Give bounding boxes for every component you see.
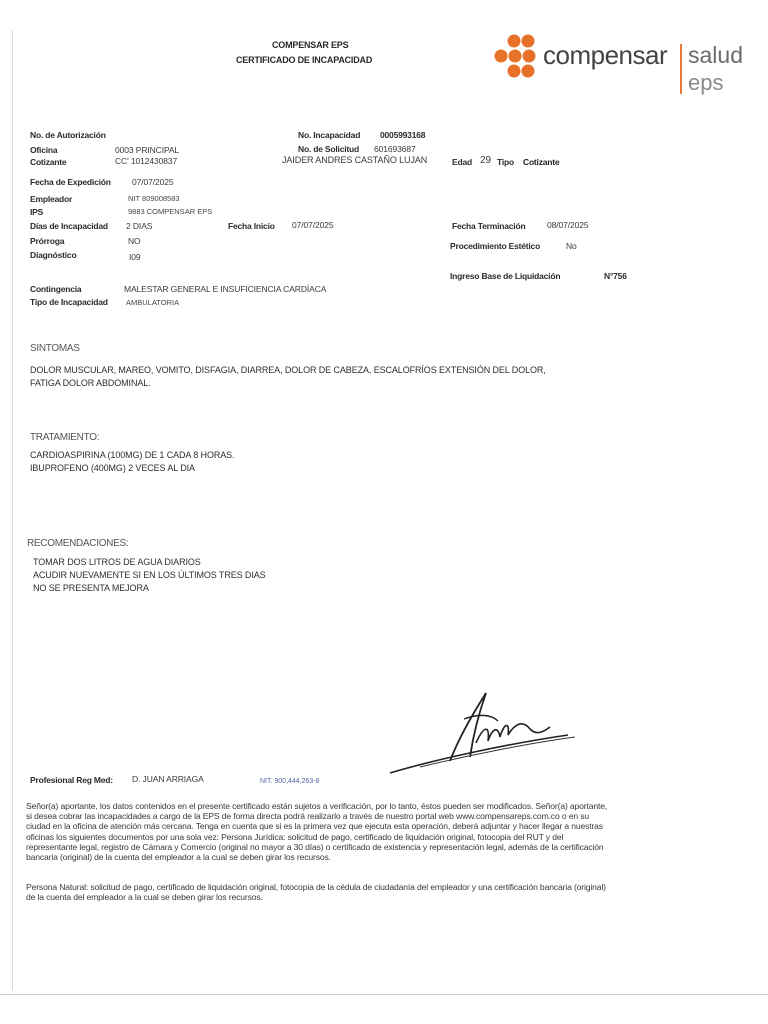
- solicitud-label: No. de Solicitud: [298, 144, 360, 154]
- edad-label: Edad: [452, 157, 472, 167]
- oficina-label: Oficina: [30, 145, 58, 155]
- dias-value: 2 DIAS: [126, 221, 153, 231]
- estetico-label: Procedimiento Estético: [450, 241, 541, 251]
- tipo-incapacidad-value: AMBULATORIA: [126, 298, 180, 307]
- inicio-value: 07/07/2025: [292, 220, 334, 230]
- logo-salud: salud: [688, 42, 743, 68]
- cotizante-id: CC' 1012430837: [115, 156, 178, 166]
- sintomas-line-2: FATIGA DOLOR ABDOMINAL.: [30, 378, 151, 388]
- tratamiento-line-1: CARDIOASPIRINA (100MG) DE 1 CADA 8 HORAS.: [30, 450, 235, 460]
- tratamiento-title: TRATAMIENTO:: [30, 432, 100, 443]
- profesional-label: Profesional Reg Med:: [30, 775, 113, 785]
- logo-eps: eps: [688, 70, 724, 95]
- ips-value: 9883 COMPENSAR EPS: [128, 207, 213, 216]
- diagnostico-label: Diagnóstico: [30, 250, 77, 260]
- tipo-incapacidad-label: Tipo de Incapacidad: [30, 297, 108, 307]
- expedicion-value: 07/07/2025: [132, 177, 174, 187]
- tratamiento-line-2: IBUPROFENO (400MG) 2 VECES AL DIA: [30, 463, 195, 473]
- inicio-label: Fecha Inicio: [228, 221, 275, 231]
- ips-label: IPS: [30, 207, 44, 217]
- profesional-nit: NIT. 900,444,263-8: [260, 778, 320, 785]
- empleador-label: Empleador: [30, 194, 73, 204]
- profesional-name: D. JUAN ARRIAGA: [132, 774, 204, 784]
- compensar-logo-icon: [492, 32, 548, 82]
- logo-divider: [680, 44, 682, 94]
- dias-label: Días de Incapacidad: [30, 221, 108, 231]
- expedicion-label: Fecha de Expedición: [30, 177, 111, 187]
- document-title: CERTIFICADO DE INCAPACIDAD: [236, 55, 373, 65]
- contingencia-label: Contingencia: [30, 284, 82, 294]
- recomendaciones-line-3: NO SE PRESENTA MEJORA: [33, 583, 149, 593]
- recomendaciones-line-1: TOMAR DOS LITROS DE AGUA DIARIOS: [33, 557, 201, 567]
- contingencia-value: MALESTAR GENERAL E INSUFICIENCIA CARDÍACA: [124, 284, 327, 294]
- logo-wordmark: compensar: [543, 40, 668, 70]
- recomendaciones-title: RECOMENDACIONES:: [27, 538, 129, 549]
- empleador-value: NIT 809008583: [128, 194, 180, 203]
- incapacidad-label: No. Incapacidad: [298, 130, 361, 140]
- terminacion-label: Fecha Terminación: [452, 221, 526, 231]
- legal-paragraph-2: Persona Natural: solicitud de pago, certificado de liquidación original, fotocopia de la cédula de ciudadanía del empleador y una certificación bancaria (original) de la cuenta del empleador a la cual se deben girar los recursos.: [26, 882, 606, 903]
- tipo-value: Cotizante: [523, 157, 560, 167]
- diagnostico-value: I09: [129, 252, 141, 262]
- tipo-label: Tipo: [497, 157, 514, 167]
- page-edge-bottom: [0, 994, 768, 995]
- prorroga-label: Prórroga: [30, 236, 65, 246]
- ingreso-label: Ingreso Base de Liquidación: [450, 271, 561, 281]
- signature-image: [380, 685, 580, 780]
- page-edge-left: [12, 30, 13, 990]
- sintomas-title: SINTOMAS: [30, 343, 80, 354]
- cotizante-label: Cotizante: [30, 157, 67, 167]
- sintomas-line-1: DOLOR MUSCULAR, MAREO, VOMITO, DISFAGIA, DIARREA, DOLOR DE CABEZA, ESCALOFRÍOS EXTENSIÓN DEL DOLOR,: [30, 365, 546, 375]
- ingreso-value: N°756: [604, 271, 627, 281]
- terminacion-value: 08/07/2025: [547, 220, 589, 230]
- edad-value: 29: [480, 155, 491, 166]
- cotizante-name: JAIDER ANDRES CASTAÑO LUJAN: [282, 155, 428, 165]
- prorroga-value: NO: [128, 236, 141, 246]
- company-title: COMPENSAR EPS: [272, 40, 349, 50]
- legal-paragraph-1: Señor(a) aportante, los datos contenidos en el presente certificado están sujetos a verificación, por lo tanto, éstos pueden ser modificados. Señor(a) aportante, si desea cobrar las incapacidades a cargo de la EPS de forma directa podrá realizarlo a través de nuestro portal web www.compensareps.com.co o en su ciudad en la oficina de atención más cercana. Tenga en cuenta que si es la primera vez que ejecuta esta operación, deberá adjuntar y hacer llegar a nuestras oficinas los siguientes documentos por una sola vez: Persona Jurídica: solicitud de pago, certificado de liquidación original, fotocopia del RUT y del representante legal, registro de Cámara y Comercio (original no mayor a 30 días) o certificado de existencia y representación legal, además de la certificación bancaria (original) de la cuenta del empleador a la cual se deben girar los recursos.: [26, 801, 608, 863]
- autorizacion-label: No. de Autorización: [30, 130, 106, 140]
- solicitud-value: 601693687: [374, 144, 416, 154]
- incapacidad-value: 0005993168: [380, 130, 426, 140]
- oficina-value: 0003 PRINCIPAL: [115, 145, 180, 155]
- estetico-value: No: [566, 241, 577, 251]
- recomendaciones-line-2: ACUDIR NUEVAMENTE SI EN LOS ÚLTIMOS TRES DIAS: [33, 570, 266, 580]
